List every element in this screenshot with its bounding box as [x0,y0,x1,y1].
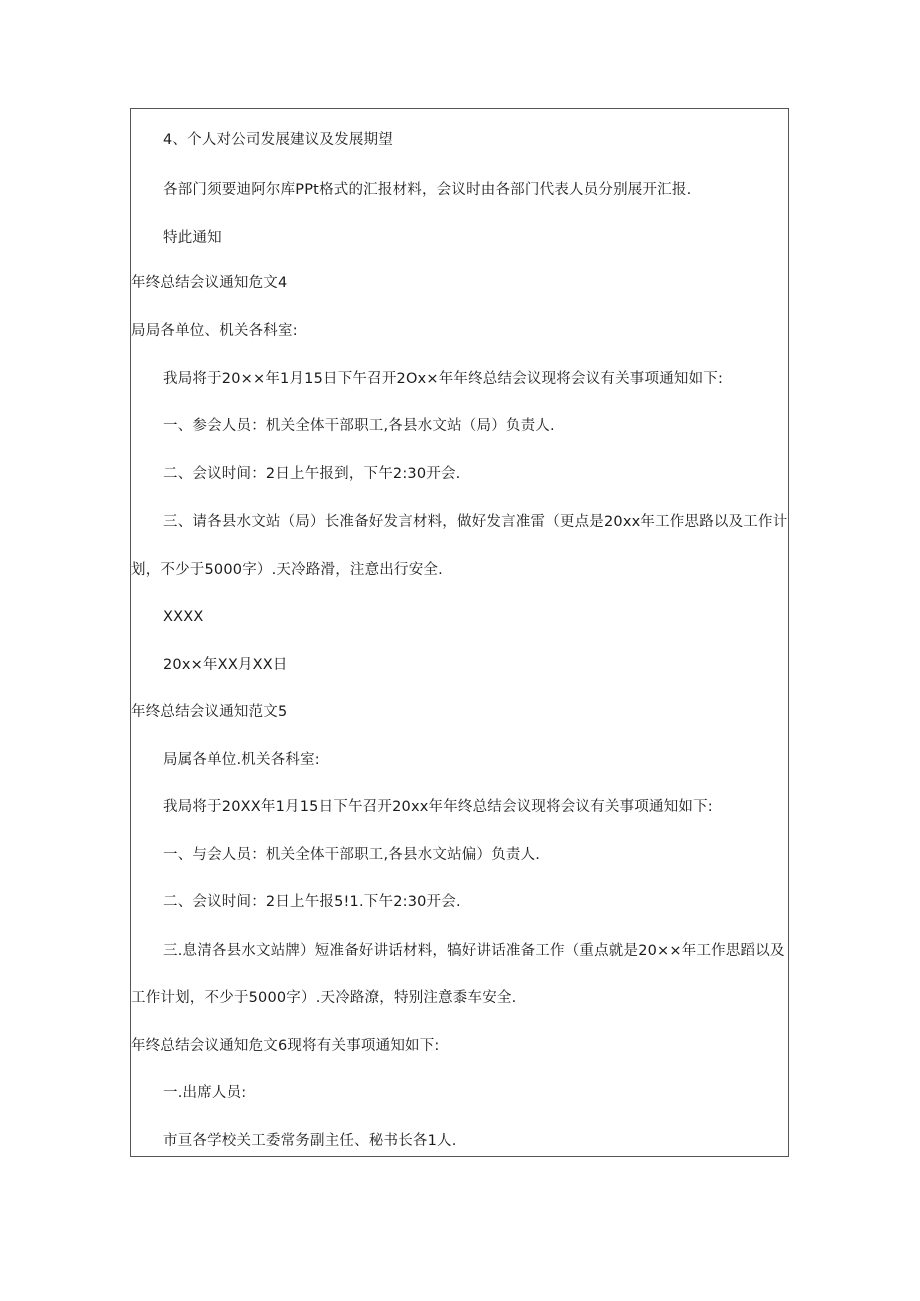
signature: XXXX [163,609,204,625]
text-line: 一、与会人员：机关全体干部职工,各县水文站偏）负责人. [163,847,541,863]
text-line: 市亘各学校关工委常务副主任、秘书长各1人. [163,1133,457,1149]
text-line: 工作计划，不少于5000字）.天冷路潦，特别注意黍车安全. [131,990,517,1006]
text-line: 各部门须要迪阿尔库PPt格式的汇报材料，会议时由各部门代表人员分别展开汇报. [163,182,692,198]
addressee: 局属各单位.机关各科室: [163,752,320,768]
text-line: 二、会议时间：2日上午报5!1.下午2:30开会. [163,894,461,910]
addressee: 局局各单位、机关各科室: [131,323,298,339]
text-line: 三.息清各县水文站牌）短准备好讲话材料，犒好讲话准备工作（重点就是20××年工作思蹈以及 [163,943,785,959]
date-line: 20x×年XX月XX日 [163,657,288,673]
text-line: 一、参会人员：机关全体干部职工,各县水文站（局）负责人. [163,418,555,434]
text-line: 划，不少于5000字）.天冷路滑，注意出行安全. [131,562,443,578]
text-line: 特此通知 [163,230,222,246]
section-heading: 年终总结会议通知危文6现将有关事项通知如下: [131,1038,440,1054]
text-line: 二、会议时间：2日上午报到，下午2:30开会. [163,466,461,482]
section-heading: 年终总结会议通知危文4 [131,275,288,291]
text-line: 三、请各县水文站（局）长准备好发言材料，做好发言准雷（更点是20xx年工作思路以及工作计 [163,514,788,530]
text-line: 我局将于20XX年1月15日下午召开20xx年年终总结会议现将会议有关事项通知如下: [163,799,713,815]
text-line: 我局将于20××年1月15日下午召开2Ox×年年终总结会议现将会议有关事项通知如下: [163,371,724,387]
section-heading: 年终总结会议通知范文5 [131,704,288,720]
text-line: 一.出席人员: [163,1085,247,1101]
text-line: 4、个人对公司发展建议及发展期望 [163,132,393,148]
